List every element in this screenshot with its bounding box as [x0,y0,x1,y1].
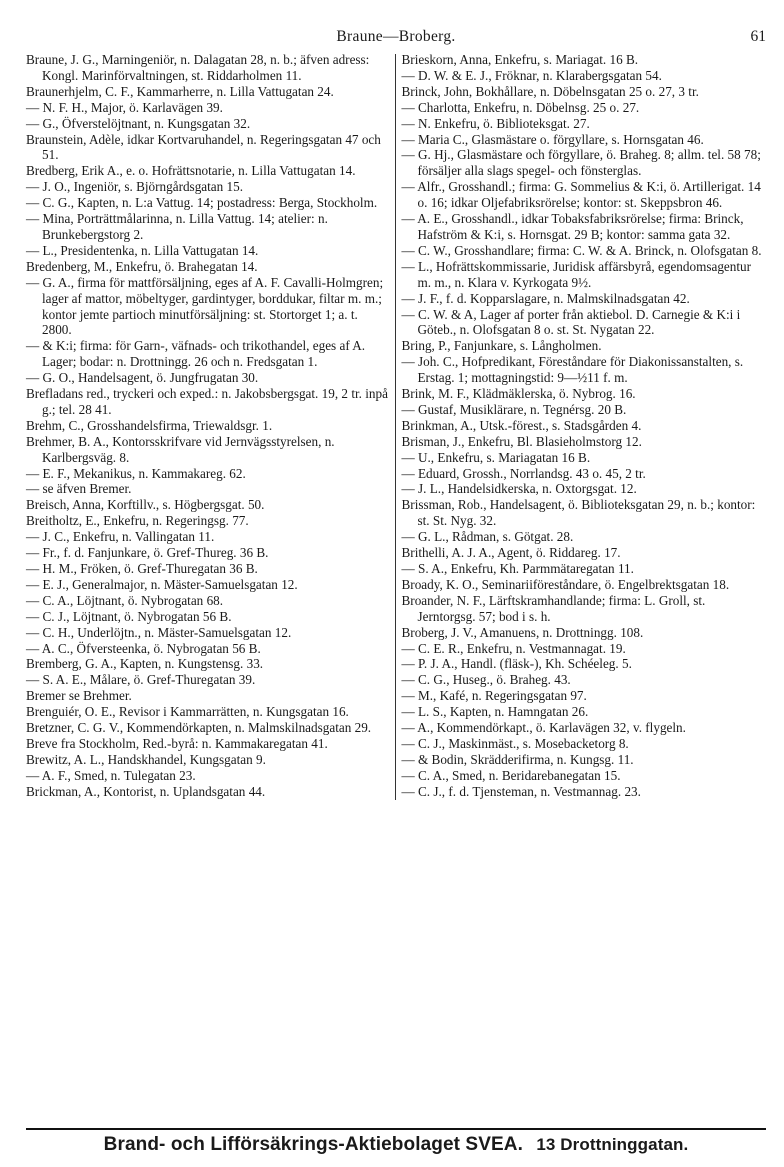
directory-entry: — A., Kommendörkapt., ö. Karlavägen 32, v. flygeln. [401,720,686,736]
directory-entry: — J. L., Handelsidkerska, n. Oxtorgsgat. 12. [401,481,637,497]
directory-entry: Brithelli, A. J. A., Agent, ö. Riddareg. 17. [401,545,621,561]
directory-entry: — C. A., Smed, n. Beridarebanegatan 15. [401,767,621,783]
directory-entry: — A. F., Smed, n. Tulegatan 23. [26,767,196,783]
directory-entry: — L. S., Kapten, n. Hamngatan 26. [401,704,589,720]
directory-entry: Bredberg, Erik A., e. o. Hofrättsnotarie, n. Lilla Vattugatan 14. [26,163,356,179]
directory-entry: Bring, P., Fanjunkare, s. Långholmen. [401,338,602,354]
directory-entry: — C. J., f. d. Tjensteman, n. Vestmannag. 23. [401,783,641,799]
directory-entry: Broander, N. F., Lärftskramhandlande; firma: L. Groll, st. Jerntorgsg. 57; bod i s. h. [401,592,706,624]
directory-entry: Brink, M. F., Klädmäklerska, ö. Nybrog. 16. [401,386,636,402]
directory-entry: — & Bodin, Skrädderifirma, n. Kungsg. 11. [401,751,634,767]
directory-entry: Brisman, J., Enkefru, Bl. Blasieholmstorg 12. [401,433,642,449]
directory-entry: Brefladans red., tryckeri och exped.: n. Jakobsbergsgat. 19, 2 tr. inpå g.; tel. 28 41. [26,386,388,417]
directory-entry: — D. W. & E. J., Fröknar, n. Klarabergsgatan 54. [401,67,662,83]
directory-entry: Brieskorn, Anna, Enkefru, s. Mariagat. 16 B. [401,52,639,67]
directory-entry: — Charlotta, Enkefru, n. Döbelnsg. 25 o. 27. [401,99,640,115]
directory-entry: — L., Presidentenka, n. Lilla Vattugatan 14. [26,242,259,258]
directory-entry: Braunerhjelm, C. F., Kammarherre, n. Lilla Vattugatan 24. [26,83,334,99]
page-header [26,22,766,52]
directory-entry: Bredenberg, M., Enkefru, ö. Brahegatan 14. [26,258,258,274]
directory-entry: — A. E., Grosshandl., idkar Tobaksfabriksrörelse; firma: Brinck, Hafström & K:i, s. Hornsgat. 29 B; kontor: samma gata 32. [401,211,744,242]
directory-entry: — Joh. C., Hofpredikant, Föreståndare för Diakonissanstalten, s. Erstag. 1; mottagningstid: 9—½11 f. m. [401,354,744,386]
directory-entry: — C. E. R., Enkefru, n. Vestmannagat. 19. [401,640,626,656]
page-number: 61 [750,28,766,45]
directory-entry: Braunstein, Adèle, idkar Kortvaruhandel, n. Regeringsgatan 47 och 51. [26,131,381,163]
directory-entry: — C. G., Kapten, n. L:a Vattug. 14; postadress: Berga, Stockholm. [26,195,378,211]
directory-entry: Bremer se Brehmer. [26,688,132,704]
directory-entry: — L., Hofrättskommissarie, Juridisk affärsbyrå, egendomsagentur m. m., n. Klara v. Kyrkogata 9½. [401,258,752,290]
directory-entry: — C. W. & A, Lager af porter från aktiebol. D. Carnegie & K:i i Göteb., n. Olofsgatan 8 o. st. St. Nygatan 22. [401,306,741,338]
directory-entry: — Eduard, Grossh., Norrlandsg. 43 o. 45, 2 tr. [401,465,646,481]
directory-entry: Brickman, A., Kontorist, n. Uplandsgatan 44. [26,783,266,799]
directory-entry: Brenguiér, O. E., Revisor i Kammarrätten, n. Kungsgatan 16. [26,704,349,720]
directory-entry: Brinck, John, Bokhållare, n. Döbelnsgatan 25 o. 27, 3 tr. [401,83,699,99]
directory-entry: — Gustaf, Musiklärare, n. Tegnérsg. 20 B. [401,401,627,417]
directory-entry: Breve fra Stockholm, Red.-byrå: n. Kammakaregatan 41. [26,735,328,751]
directory-entry: — G. O., Handelsagent, ö. Jungfrugatan 30. [26,370,259,386]
directory-entry: — H. M., Fröken, ö. Gref-Thuregatan 36 B. [26,561,258,576]
directory-entry: — C. G., Huseg., ö. Braheg. 43. [401,672,571,688]
directory-entry: Broady, K. O., Seminariiföreståndare, ö. Engelbrektsgatan 18. [401,576,730,592]
directory-entry: — E. J., Generalmajor, n. Mäster-Samuelsgatan 12. [26,576,298,592]
ad-company-name: Brand- och Lifförsäkrings-Aktiebolaget SVEA. [103,1134,523,1155]
directory-entry: — Fr., f. d. Fanjunkare, ö. Gref-Thureg. 36 B. [26,545,269,561]
directory-entry: — J. C., Enkefru, n. Vallingatan 11. [26,529,215,545]
footer-advertisement [26,1134,766,1156]
directory-entry: Breitholtz, E., Enkefru, n. Regeringsg. 77. [26,513,249,529]
directory-entry: Braune, J. G., Marningeniör, n. Dalagatan 28, n. b.; äfven adress: Kongl. Marinförvaltningen, st. Riddarholmen 11. [26,52,370,83]
directory-entry: — C. W., Grosshandlare; firma: C. W. & A. Brinck, n. Olofsgatan 8. [401,242,762,258]
directory-entry: — M., Kafé, n. Regeringsgatan 97. [401,688,587,704]
directory-entry: — S. A. E., Målare, ö. Gref-Thuregatan 39. [26,672,256,688]
directory-entry: — P. J. A., Handl. (fläsk-), Kh. Schéeleg. 5. [401,656,632,672]
left-column [26,52,395,800]
directory-entry: — Alfr., Grosshandl.; firma: G. Sommelius & K:i, ö. Artillerigat. 14 o. 16; idkar Oljefabriksrörelse; kontor: st. Skeppsbron 46. [401,179,761,211]
directory-entry: Brissman, Rob., Handelsagent, ö. Biblioteksgatan 29, n. b.; kontor: st. St. Nyg. 32. [401,497,756,529]
directory-entry: — Mina, Porträttmålarinna, n. Lilla Vattug. 14; atelier: n. Brunkebergstorg 2. [26,211,328,242]
directory-entry: Brinkman, A., Utsk.-förest., s. Stadsgården 4. [401,417,642,433]
directory-entry: — N. Enkefru, ö. Biblioteksgat. 27. [401,115,590,131]
footer-rule [26,1128,766,1130]
directory-entry: — se äfven Bremer. [26,481,132,497]
directory-entry: — C. J., Maskinmäst., s. Mosebacketorg 8. [401,735,629,751]
directory-entry: Breisch, Anna, Korftillv., s. Högbergsgat. 50. [26,497,265,513]
directory-entry: — C. H., Underlöjtn., n. Mäster-Samuelsgatan 12. [26,624,292,640]
running-title: Braune—Broberg. [336,28,456,45]
directory-entry: — S. A., Enkefru, Kh. Parmmätaregatan 11. [401,561,634,576]
directory-entry: — E. F., Mekanikus, n. Kammakareg. 62. [26,465,246,481]
directory-entry: — Maria C., Glasmästare o. förgyllare, s. Hornsgatan 46. [401,131,704,147]
directory-entry: Bretzner, C. G. V., Kommendörkapten, n. Malmskilnadsgatan 29. [26,720,372,736]
directory-entry: — J. O., Ingeniör, s. Björngårdsgatan 15. [26,179,244,195]
directory-entry: Broberg, J. V., Amanuens, n. Drottningg. 108. [401,624,644,640]
directory-entry: — C. A., Löjtnant, ö. Nybrogatan 68. [26,592,224,608]
ad-address: 13 Drottninggatan. [536,1135,689,1154]
directory-entry: Brehm, C., Grosshandelsfirma, Triewaldsgr. 1. [26,417,273,433]
directory-entry: — G., Öfverstelöjtnant, n. Kungsgatan 32. [26,115,251,131]
directory-entry: — N. F. H., Major, ö. Karlavägen 39. [26,99,223,115]
directory-entry: — J. F., f. d. Kopparslagare, n. Malmskilnadsgatan 42. [401,290,690,306]
directory-entry: — C. J., Löjtnant, ö. Nybrogatan 56 B. [26,608,232,624]
directory-page [26,22,766,800]
directory-entry: — G. A., firma för mattförsäljning, eges af A. F. Cavalli-Holmgren; lager af mattor, möbeltyger, gardintyger, borddukar, filtar m. m.; kontor jemte partioch minutförsäljning: st. Stortorget 1; a. t. 2800. [26,274,384,338]
directory-entry: — U., Enkefru, s. Mariagatan 16 B. [401,449,591,465]
directory-entry: — G. Hj., Glasmästare och förgyllare, ö. Braheg. 8; allm. tel. 58 78; försäljer alla slags spegel- och fönsterglas. [401,147,761,179]
directory-entry: Brewitz, A. L., Handskhandel, Kungsgatan 9. [26,751,266,767]
right-column [396,52,767,800]
directory-entry: Bremberg, G. A., Kapten, n. Kungstensg. 33. [26,656,264,672]
directory-entry: — & K:i; firma: för Garn-, väfnads- och trikothandel, eges af A. Lager; bodar: n. Drottningg. 26 och n. Fredsgatan 1. [26,338,366,370]
entry-columns [26,52,766,800]
directory-entry: — A. C., Öfversteenka, ö. Nybrogatan 56 B. [26,640,261,656]
directory-entry: Brehmer, B. A., Kontorsskrifvare vid Jernvägsstyrelsen, n. Karlbergsväg. 8. [26,433,335,465]
directory-entry: — G. L., Rådman, s. Götgat. 28. [401,529,574,545]
